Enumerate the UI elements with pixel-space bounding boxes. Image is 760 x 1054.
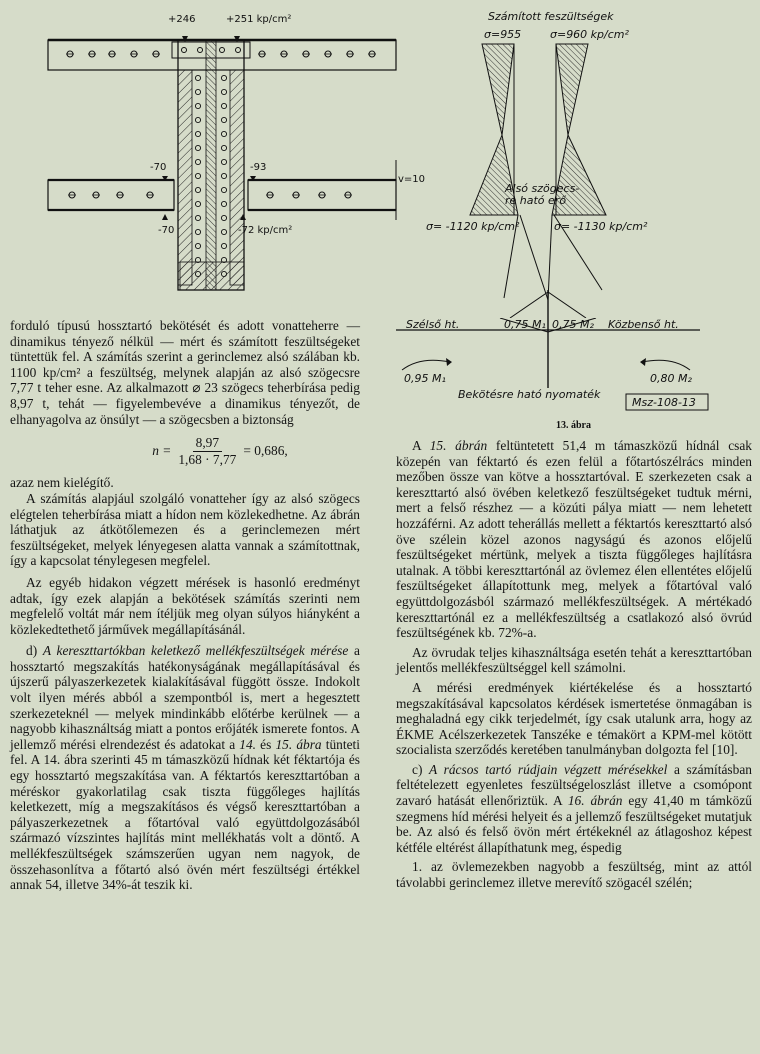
rp4-ref: 16. ábrán bbox=[567, 793, 623, 809]
fig15-sigma-left-top: σ=955 bbox=[484, 28, 522, 41]
formula-denominator: 1,68 · 7,77 bbox=[178, 451, 237, 467]
right-paragraph-3: A mérési eredmények kiértékelése és a hossztartó megszakításával kapcsolatos kérdések ismertetése önmagában is meghaladná egy cikk terjedelmét, így csak utalunk arra, hogy az ÉKME Acélszerkezetek Tanszéke e témakört a KPM-mel kötött szocialista szerződés keretében tanulmányban dolgozta fel [10]. bbox=[396, 679, 752, 758]
p5-text-a: a hossztartó megszakítás hatékonyságának megállapításával és újszerű pályaszerkezetek kialakításával függött össze. Indokolt volt ilyen mérés abból a szempontból is, mert a hegesztett szerkezeteknél — melyek mindinkább előtérbe kerülnek — a nagyobb kihasználtság miatt a pontos erőjáték ismerete fontos. A jellemző mérési elrendezést és adatokat a bbox=[10, 643, 360, 752]
rivet bbox=[221, 145, 226, 150]
right-paragraph-1 bbox=[396, 438, 752, 641]
left-paragraph-1: forduló típusú hossztartó bekötését és adott vonatteherre — dinamikus tényező nélkül — mért és számított feszültségeket tüntettük fel. A számítás szerint a gerinclemez alsó szálában kb. 1100 kp/cm² a feszültség, melynek alapján az alsó szögecsre 7,77 t teher esne. Az alkalmazott ⌀ 23 szögecs teherbírása pedig 8,97 t, tehát — figyelembevéve a dinamikus tényezőt, de elhanyagolva az önsúlyt — a szögecsben a biztonság bbox=[10, 318, 360, 427]
rp4-lead: c) bbox=[412, 761, 430, 777]
rivet bbox=[221, 89, 226, 94]
rp1-text-b: feltüntetett 51,4 m támaszközű hídnál csak közepén van féktartó és ezen felül a főtartószélrács minden mezőben össze van kötve a hossztartóval. E szerkezeten csak a kereszttartó alsó övében keletkező feszültségeket tudtuk mérni, mert a felső részhez — a közúti pálya miatt — nem lehetett hozzáférni. Az adott teherállás mellett a féktartós kereszttartó alsó öve szélein közel azonos nagyságú és azonos előjelű feszültségeket mértünk, melyek a tiszta függőleges hajlításra utalnak. A többi kereszttartónál az övlemez élen ellentétes előjelű feszültségeket állapítottunk meg, melyek a főtartóval való együttdolgozásból származó mellékfeszültségek. A mértékadó kereszttartónál ez a mellékfeszültség a csatlakozó alsó övrúd feszültségének kb. 72%-a. bbox=[396, 438, 752, 641]
fig15-force-label-2: re ható erő bbox=[505, 194, 567, 207]
formula-lhs: n = bbox=[152, 443, 172, 459]
middle-left-beam bbox=[48, 180, 174, 210]
rivet bbox=[195, 89, 200, 94]
figure14-drawing bbox=[48, 14, 425, 290]
rivet bbox=[221, 131, 226, 136]
rp4-heading: A rácsos tartó rúdjain végzett mérésekkel bbox=[429, 761, 668, 777]
fig15-left-moment: 0,95 M₁ bbox=[404, 372, 446, 385]
fig15-m2-label: 0,75 M₂ bbox=[552, 318, 594, 331]
fig14-bottom-right-value: -72 kp/cm² bbox=[238, 225, 293, 236]
rivet bbox=[221, 243, 226, 248]
rivet bbox=[195, 201, 200, 206]
safety-formula bbox=[80, 435, 360, 467]
p5-ref2: 15. ábra bbox=[275, 736, 322, 752]
rivet bbox=[195, 103, 200, 108]
rivet bbox=[195, 243, 200, 248]
rivet bbox=[195, 215, 200, 220]
left-paragraph-3: A számítás alapjául szolgáló vonatteher így az alsó szögecs elégtelen teherbírása miatt a hídon nem közlekedhetne. Az ábrán láthatjuk az átkötőlemezen és a gerinclemezen mért feszültségeket, melyek lényegesen alatta vannak a számítottnak, így a kapcsolat ténylegesen megfelel. bbox=[10, 490, 360, 569]
formula-rhs: = 0,686, bbox=[243, 443, 288, 459]
rivet bbox=[195, 229, 200, 234]
fig15-m1-label: 0,75 M₁ bbox=[504, 318, 546, 331]
fig15-outer-label: Szélső ht. bbox=[406, 318, 460, 331]
p5-lead: d) bbox=[26, 643, 43, 659]
fig15-title: Számított feszültségek bbox=[488, 10, 614, 23]
rp4-text-b: egy 41,40 m támközű szegmens híd mérési helyeit és a jellemző feszültségeket mutatjuk be. Az alsó és felső övön mért értékeknél az átlagoshoz képest kétféle eltérést állapíthatunk meg, éspedig bbox=[396, 793, 752, 855]
p5-text-b: és bbox=[256, 736, 276, 752]
rp1-text-a: A bbox=[412, 438, 430, 453]
p5-heading: A kereszttartókban keletkező mellékfeszültségek mérése bbox=[42, 643, 349, 659]
rivet bbox=[195, 173, 200, 178]
rp1-ref: 15. ábrán bbox=[429, 438, 488, 453]
fig15-right-moment: 0,80 M₂ bbox=[650, 372, 692, 385]
left-paragraph-5 bbox=[10, 643, 360, 893]
right-paragraph-4 bbox=[396, 762, 752, 856]
fig14-top-right-value: +251 kp/cm² bbox=[226, 14, 292, 25]
left-paragraph-4: Az egyéb hidakon végzett mérések is hasonló eredményt adtak, így ezek alapján a bekötések számítás szerinti nem megfelelő voltát már nem ítéljük meg olyan súlyos hiányként a közlekedtethető járművek megállapításánál. bbox=[10, 574, 360, 637]
figure15-drawing bbox=[426, 10, 648, 318]
fig15-sigma-right-bottom: σ= -1130 kp/cm² bbox=[554, 220, 648, 233]
fig15-moment-caption: Bekötésre ható nyomaték bbox=[458, 388, 601, 401]
left-paragraph-2: azaz nem kielégítő. bbox=[10, 475, 114, 491]
rivet bbox=[221, 187, 226, 192]
rivet bbox=[195, 131, 200, 136]
top-beam bbox=[48, 40, 396, 70]
rivet bbox=[221, 75, 226, 80]
rivet bbox=[221, 159, 226, 164]
right-paragraph-5: 1. az övlemezekben nagyobb a feszültség, mint az attól távolabbi gerinclemez illetve merevítő szögacél szélén; bbox=[396, 859, 752, 891]
rivet bbox=[221, 215, 226, 220]
rivet bbox=[195, 145, 200, 150]
fig14-v-label: v=10 bbox=[398, 174, 426, 185]
right-column bbox=[396, 438, 752, 891]
fig15-inner-label: Közbenső ht. bbox=[608, 318, 679, 331]
fig14-top-left-value: +246 bbox=[168, 14, 196, 25]
formula-fraction bbox=[175, 435, 239, 467]
fig14-bottom-left-value: -70 bbox=[158, 225, 175, 236]
left-column bbox=[10, 318, 360, 893]
rivet bbox=[221, 103, 226, 108]
p5-ref1: 14. bbox=[239, 736, 257, 752]
rivet bbox=[195, 75, 200, 80]
rivet bbox=[221, 229, 226, 234]
rivet bbox=[195, 117, 200, 122]
rp4-text-a: a számításban feltételezett egyenletes feszültségeloszlást illetve a csomópont zavaró hatását ellenőriztük. A bbox=[396, 761, 752, 809]
rivet bbox=[195, 187, 200, 192]
formula-numerator: 8,97 bbox=[193, 435, 222, 452]
fig14-mid-left-value: -70 bbox=[150, 162, 167, 173]
rivet bbox=[221, 201, 226, 206]
figures bbox=[0, 0, 760, 318]
p5-text-c: tünteti fel. A 14. ábra szerinti 45 m támaszközű hídnak két féktartója és egy hossztartó megszakítása van. A féktartós kereszttartóban a méréskor gyakorlatilag csak tiszta függőleges hajlítás keletkezett, míg a megszakításos és végső kereszttartóban a pályaszerkezetnek a főtartóval való együttdolgozásából származó vízszintes hajlítás mint mellékhatás volt a döntő. A mellékfeszültségek számszerűen ugyan nem nagyok, de összehasonlítva a főtartó alsó övén mért feszültségi értékkel annak 54, illetve 34%-át teszik ki. bbox=[10, 736, 360, 893]
rivet bbox=[221, 117, 226, 122]
right-paragraph-2: Az övrudak teljes kihasználtsága esetén tehát a kereszttartóban jelentős mellékfeszültséggel kell számolni. bbox=[396, 644, 752, 676]
rivet bbox=[221, 173, 226, 178]
fig15-force-label-1: Alsó szögecs- bbox=[505, 182, 580, 195]
fig14-mid-right-value: -93 bbox=[250, 162, 267, 173]
rivet bbox=[195, 159, 200, 164]
fig15-sigma-left-bottom: σ= -1120 kp/cm² bbox=[426, 220, 520, 233]
fig15-sigma-right-top: σ=960 kp/cm² bbox=[550, 28, 629, 41]
fig15-caption: 13. ábra bbox=[556, 420, 591, 431]
fig15-stamp: Msz-108-13 bbox=[632, 396, 696, 409]
